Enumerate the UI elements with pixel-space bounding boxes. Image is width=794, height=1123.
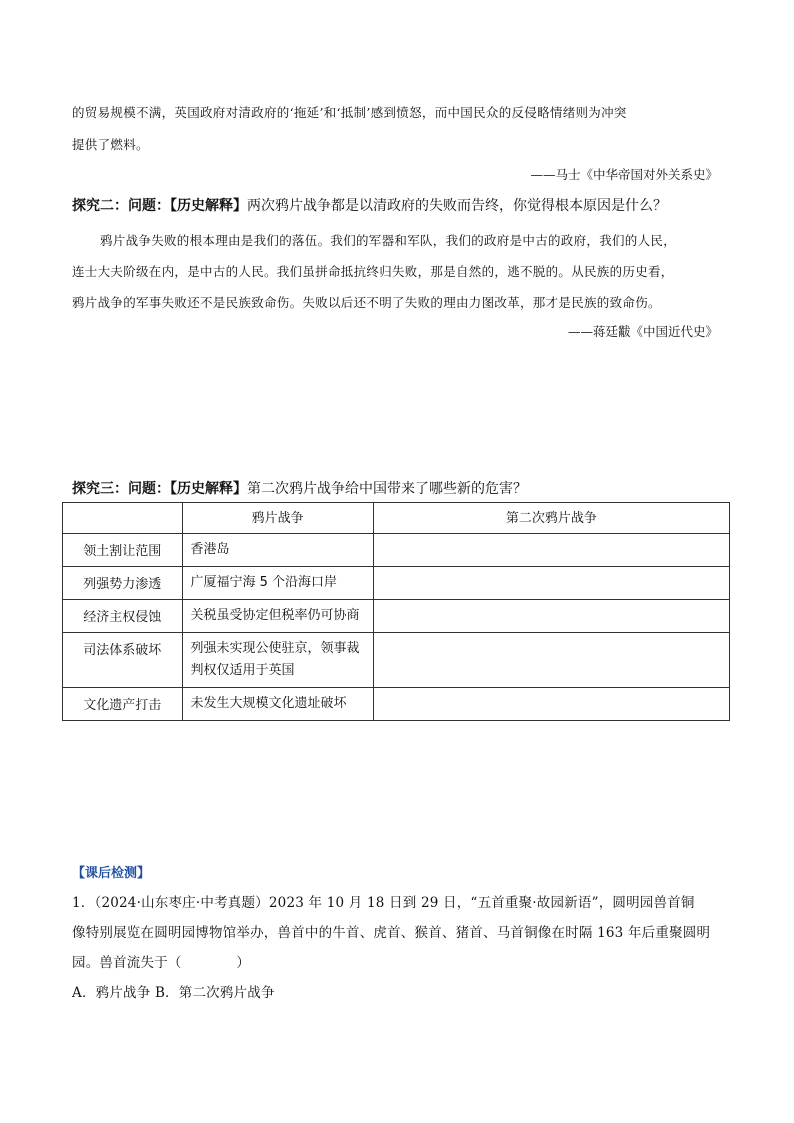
after-class-tag: 【课后检测】	[72, 866, 151, 881]
quote1-line2: 提供了燃料。	[72, 137, 149, 152]
explore2-prefix: 探究二：问题：【历史解释】	[72, 198, 247, 214]
table-row	[63, 600, 730, 633]
exam-q1-line2: 像特别展览在圆明园博物馆举办，兽首中的牛首、虎首、猴首、猪首、马首铜像在时隔 163 年后重聚圆明	[72, 925, 711, 941]
explore2-line1: 鸦片战争失败的根本理由是我们的落伍。我们的军器和军队，我们的政府是中古的政府，我们的人民，	[100, 233, 677, 248]
explore3-question	[72, 478, 752, 498]
exam-question-1	[72, 888, 737, 1008]
quote1-source: ——马士《中华帝国对外关系史》	[530, 167, 718, 182]
row-label: 司法体系破坏	[63, 633, 183, 688]
row-opium: 关税虽受协定但税率仍可协商	[182, 600, 373, 633]
comparison-table	[62, 502, 730, 721]
table-header-row	[63, 503, 730, 534]
table-row	[63, 567, 730, 600]
row-opium: 香港岛	[182, 534, 373, 567]
explore3-question-text: 第二次鸦片战争给中国带来了哪些新的危害？	[247, 481, 527, 497]
row-label: 文化遗产打击	[63, 688, 183, 721]
row-second-input[interactable]	[373, 600, 729, 633]
exam-q1-line1: 1．（2024·山东枣庄·中考真题）2023 年 10 月 18 日到 29 日，“五首重聚·故园新语”，圆明园兽首铜	[72, 895, 695, 911]
row-opium: 未发生大规模文化遗址破坏	[182, 688, 373, 721]
exam-q1-line3: 园。兽首流失于（ ）	[72, 955, 251, 971]
row-opium: 广厦福宁海 5 个沿海口岸	[182, 567, 373, 600]
exam-q1-options[interactable]: A．鸦片战争 B．第二次鸦片战争	[72, 985, 275, 1001]
table-header-empty	[63, 503, 183, 534]
row-label: 列强势力渗透	[63, 567, 183, 600]
explore2-source: ——蒋廷黻《中国近代史》	[567, 324, 718, 339]
row-second-input[interactable]	[373, 534, 729, 567]
row-label: 领土割让范围	[63, 534, 183, 567]
table-row	[63, 534, 730, 567]
table-row	[63, 688, 730, 721]
table-header-opium: 鸦片战争	[182, 503, 373, 534]
quote1-line1: 的贸易规模不满，英国政府对清政府的‘拖延’和‘抵制’感到愤怒，而中国民众的反侵略情绪则为冲突	[72, 105, 627, 120]
row-second-input[interactable]	[373, 688, 729, 721]
row-second-input[interactable]	[373, 633, 729, 688]
table-header-second: 第二次鸦片战争	[373, 503, 729, 534]
row-label: 经济主权侵蚀	[63, 600, 183, 633]
explore3-prefix: 探究三：问题：【历史解释】	[72, 481, 247, 497]
row-opium: 列强未实现公使驻京，领事裁判权仅适用于英国	[182, 633, 373, 688]
explore2-line3: 鸦片战争的军事失败还不是民族致命伤。失败以后还不明了失败的理由力图改革，那才是民族的致命伤。	[72, 295, 661, 310]
explore2-question-text: 两次鸦片战争都是以清政府的失败而告终，你觉得根本原因是什么？	[247, 198, 667, 214]
row-second-input[interactable]	[373, 567, 729, 600]
explore2-line2: 连士大夫阶级在内，是中古的人民。我们虽拼命抵抗终归失败，那是自然的，逃不脱的。从民族的历史看，	[72, 264, 674, 279]
explore2-question	[72, 195, 752, 215]
table-row	[63, 633, 730, 688]
